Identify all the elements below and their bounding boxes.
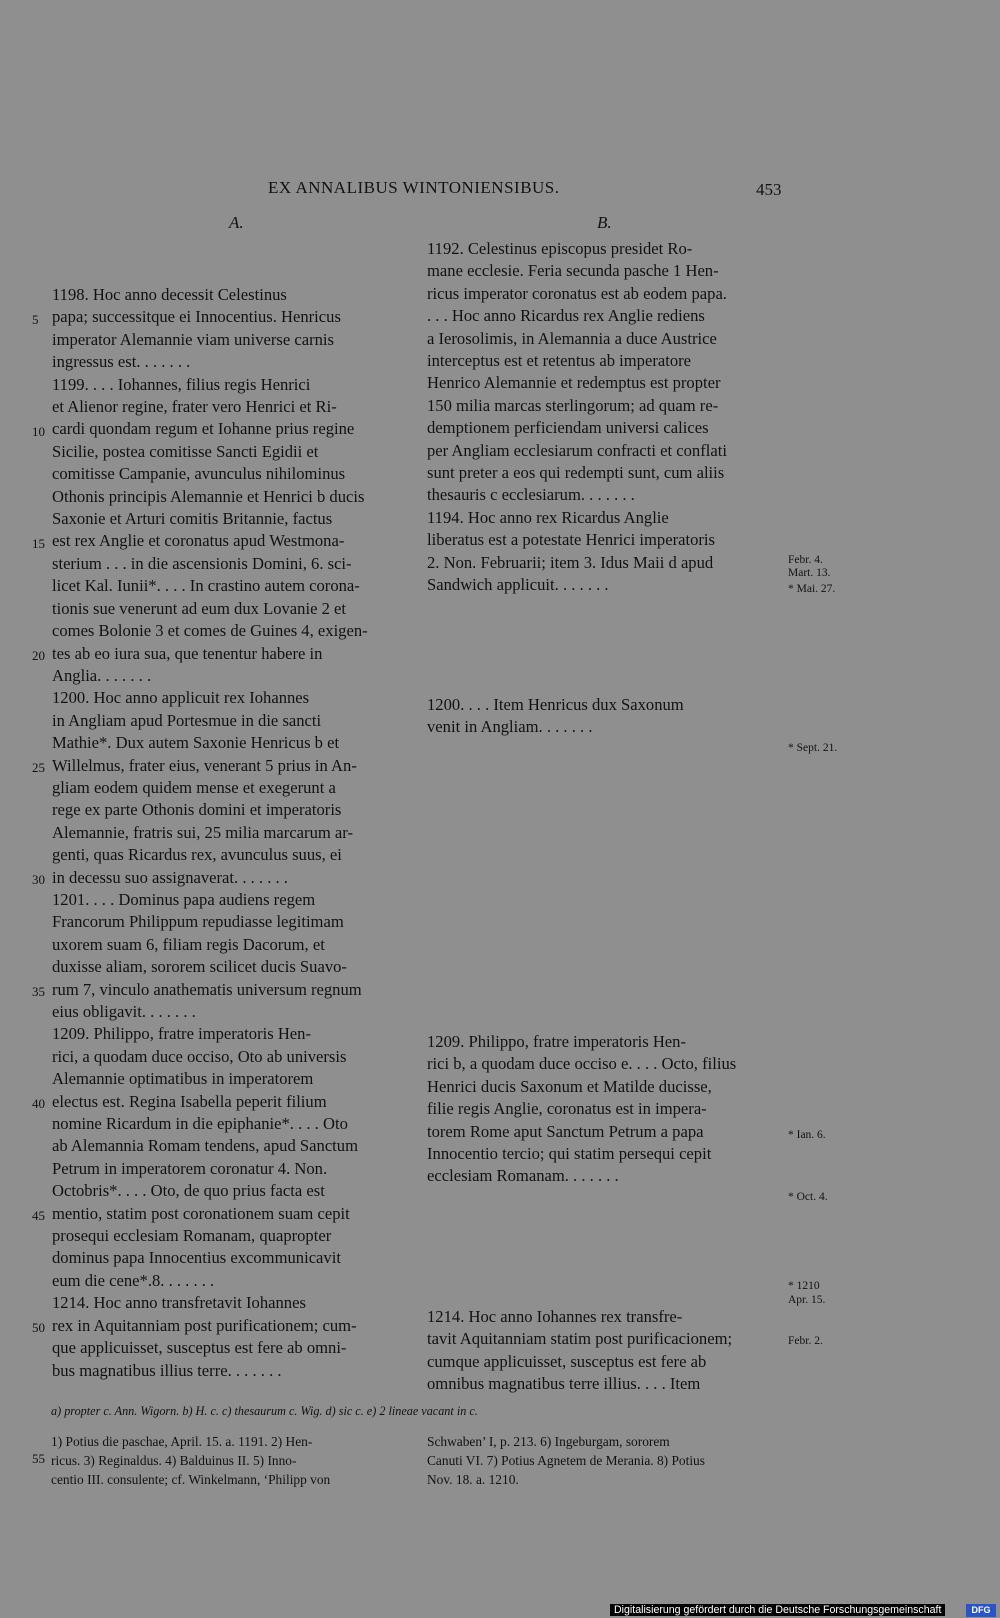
margin-date: * Ian. 6.: [788, 1129, 826, 1141]
text-line: cardi quondam regum et Iohanne prius regine: [52, 419, 355, 439]
text-line: ricus. 3) Reginaldus. 4) Balduinus II. 5) Inno-: [51, 1453, 297, 1468]
text-line: Mathie*. Dux autem Saxonie Henricus b et: [52, 733, 340, 753]
column-b-text-1214: [427, 1306, 732, 1396]
text-line: 1200. Hoc anno applicuit rex Iohannes: [52, 688, 310, 708]
text-line: Henrici ducis Saxonum et Matilde ducisse,: [427, 1076, 712, 1096]
text-line: eum die cene*.8. . . . . . .: [52, 1270, 215, 1290]
line-number: 20: [32, 648, 45, 663]
text-line: Francorum Philippum repudiasse legitimam: [52, 912, 344, 932]
text-line: duxisse aliam, sororem scilicet ducis Suavo-: [52, 957, 347, 977]
text-line: est rex Anglie et coronatus apud Westmona-: [52, 531, 345, 551]
text-line: venit in Angliam. . . . . . .: [427, 717, 593, 737]
line-number: 10: [32, 424, 45, 439]
column-a-heading: A.: [229, 213, 244, 232]
text-line: rici b, a quodam duce occiso e. . . . Octo, filius: [427, 1054, 737, 1074]
text-line: filie regis Anglie, coronatus est in impera-: [427, 1099, 707, 1119]
text-line: thesauris c ecclesiarum. . . . . . .: [427, 485, 635, 505]
text-line: Sicilie, postea comitisse Sancti Egidii et: [52, 441, 319, 461]
line-number: 15: [32, 536, 45, 551]
line-number: 35: [32, 984, 45, 999]
dfg-logo: DFG: [966, 1604, 996, 1617]
line-number: 45: [32, 1208, 45, 1223]
margin-date: * 1210: [788, 1280, 820, 1292]
margin-date: * Mai. 27.: [788, 583, 836, 595]
text-line: Alemannie, fratris sui, 25 milia marcarum ar-: [52, 822, 354, 842]
text-line: 1) Potius die paschae, April. 15. a. 1191. 2) Hen-: [51, 1434, 313, 1449]
text-line: omnibus magnatibus terre illius. . . . Item: [427, 1374, 701, 1394]
text-line: Sandwich applicuit. . . . . . .: [427, 575, 609, 595]
text-line: Alemannie optimatibus in imperatorem: [52, 1069, 314, 1089]
text-line: Canuti VI. 7) Potius Agnetem de Merania. 8) Potius: [427, 1453, 705, 1468]
text-line: electus est. Regina Isabella peperit filium: [52, 1091, 327, 1111]
text-line: que applicuisset, susceptus est fere ab omni-: [52, 1338, 347, 1358]
text-line: ab Alemannia Romam tendens, apud Sanctum: [52, 1136, 358, 1156]
text-line: bus magnatibus illius terre. . . . . . .: [52, 1360, 282, 1380]
column-b-text-1200: [427, 694, 684, 739]
text-line: 1194. Hoc anno rex Ricardus Anglie: [427, 507, 669, 527]
text-line: in decessu suo assignaverat. . . . . . .: [52, 867, 288, 887]
margin-date: * Oct. 4.: [788, 1191, 828, 1203]
footnotes-left: [51, 1432, 330, 1489]
text-line: nomine Ricardum in die epiphanie*. . . . Oto: [52, 1114, 348, 1134]
text-line: demptionem perficiendam universi calices: [427, 418, 709, 438]
text-line: Petrum in imperatorem coronatur 4. Non.: [52, 1158, 328, 1178]
text-line: ingressus est. . . . . . .: [52, 352, 191, 372]
text-line: 1192. Celestinus episcopus presidet Ro-: [427, 239, 693, 258]
text-line: interceptus est et retentus ab imperatore: [427, 351, 692, 371]
text-line: genti, quas Ricardus rex, avunculus suus, ei: [52, 845, 342, 865]
text-line: Octobris*. . . . Oto, de quo prius facta est: [52, 1181, 325, 1201]
text-line: 150 milia marcas sterlingorum; ad quam re-: [427, 395, 719, 415]
text-line: Innocentio tercio; qui statim persequi cepit: [427, 1144, 712, 1164]
text-line: papa; successitque ei Innocentius. Henricus: [52, 307, 341, 327]
line-number: 30: [32, 872, 45, 887]
text-line: comes Bolonie 3 et comes de Guines 4, exigen-: [52, 621, 368, 641]
text-line: centio III. consulente; cf. Winkelmann, ‘Philipp von: [51, 1472, 331, 1487]
text-line: et Alienor regine, frater vero Henrici et Ri-: [52, 397, 337, 417]
text-line: 1199. . . . Iohannes, filius regis Henrici: [52, 374, 311, 394]
text-line: ricus imperator coronatus est ab eodem papa.: [427, 283, 727, 303]
text-line: 1209. Philippo, fratre imperatoris Hen-: [427, 1032, 686, 1051]
text-line: rum 7, vinculo anathematis universum regnum: [52, 979, 362, 999]
text-line: ecclesiam Romanam. . . . . . .: [427, 1166, 619, 1186]
text-line: uxorem suam 6, filiam regis Dacorum, et: [52, 934, 325, 954]
column-b-text-1192-1194: [427, 238, 727, 597]
text-line: sunt preter a eos qui redempti sunt, cum aliis: [427, 463, 725, 483]
line-number: 40: [32, 1096, 45, 1111]
text-line: liberatus est a potestate Henrici imperatoris: [427, 530, 715, 550]
footnotes-right: [427, 1432, 705, 1489]
text-line: cumque applicuisset, susceptus est fere ab: [427, 1351, 707, 1371]
text-line: Anglia. . . . . . .: [52, 665, 152, 685]
text-line: licet Kal. Iunii*. . . . In crastino autem corona-: [52, 576, 360, 596]
text-line: rege ex parte Othonis domini et imperatoris: [52, 800, 342, 820]
column-b-heading: B.: [597, 213, 612, 232]
text-line: . . . Hoc anno Ricardus rex Anglie rediens: [427, 306, 705, 326]
margin-date: Febr. 4.: [788, 554, 823, 566]
text-line: eius obligavit. . . . . . .: [52, 1002, 196, 1021]
text-line: tionis sue venerunt ad eum dux Lovanie 2 et: [52, 598, 347, 618]
text-line: in Angliam apud Portesmue in die sancti: [52, 710, 322, 730]
text-line: tes ab eo iura sua, que tenentur habere in: [52, 643, 323, 663]
text-line: 1209. Philippo, fratre imperatoris Hen-: [52, 1024, 311, 1044]
text-line: per Angliam ecclesiarum confracti et conflati: [427, 440, 727, 460]
text-line: Willelmus, frater eius, venerant 5 prius in An-: [52, 755, 357, 775]
line-number: 50: [32, 1320, 45, 1335]
line-number: 55: [32, 1451, 45, 1466]
line-number: 5: [32, 312, 39, 327]
text-line: tavit Aquitanniam statim post purificacionem;: [427, 1329, 733, 1349]
text-line: Saxonie et Arturi comitis Britannie, factus: [52, 509, 333, 529]
critical-apparatus: a) propter c. Ann. Wigorn. b) H. c. c) thesaurum c. Wig. d) sic c. e) 2 lineae vacant in c.: [51, 1404, 478, 1418]
text-line: torem Rome aput Sanctum Petrum a papa: [427, 1121, 704, 1141]
text-line: 1201. . . . Dominus papa audiens regem: [52, 889, 316, 909]
text-line: comitisse Campanie, avunculus nihilominus: [52, 464, 346, 484]
text-line: Henrico Alemannie et redemptus est propter: [427, 373, 721, 393]
text-line: Nov. 18. a. 1210.: [427, 1472, 519, 1487]
text-line: imperator Alemannie viam universe carnis: [52, 329, 334, 349]
text-line: gliam eodem quidem mense et exegerunt a: [52, 777, 336, 797]
column-a-text: [52, 284, 368, 1382]
text-line: rex in Aquitanniam post purificationem; cum-: [52, 1315, 357, 1335]
margin-date: * Sept. 21.: [788, 742, 838, 754]
text-line: dominus papa Innocentius excommunicavit: [52, 1248, 341, 1268]
digitization-credit: Digitalisierung gefördert durch die Deutsche Forschungsgemeinschaft: [610, 1604, 945, 1616]
text-line: a Ierosolimis, in Alemannia a duce Austrice: [427, 328, 717, 348]
text-line: Othonis principis Alemannie et Henrici b ducis: [52, 486, 365, 506]
text-line: 1198. Hoc anno decessit Celestinus: [52, 285, 287, 304]
running-header: EX ANNALIBUS WINTONIENSIBUS.: [268, 178, 560, 197]
margin-date: Mart. 13.: [788, 567, 831, 579]
text-line: mentio, statim post coronationem suam cepit: [52, 1203, 350, 1223]
text-line: 1214. Hoc anno transfretavit Iohannes: [52, 1293, 306, 1313]
text-line: Schwaben’ I, p. 213. 6) Ingeburgam, sororem: [427, 1434, 670, 1449]
text-line: sterium . . . in die ascensionis Domini, 6. sci-: [52, 553, 352, 573]
column-b-text-1209: [427, 1031, 736, 1188]
text-line: 2. Non. Februarii; item 3. Idus Maii d apud: [427, 552, 714, 572]
line-number: 25: [32, 760, 45, 775]
text-line: prosequi ecclesiam Romanam, quapropter: [52, 1226, 332, 1246]
page-number: 453: [756, 180, 782, 199]
margin-date: Apr. 15.: [788, 1294, 826, 1306]
text-line: 1214. Hoc anno Iohannes rex transfre-: [427, 1307, 683, 1326]
text-line: mane ecclesie. Feria secunda pasche 1 Hen-: [427, 261, 719, 281]
text-line: rici, a quodam duce occiso, Oto ab universis: [52, 1046, 347, 1066]
text-line: 1200. . . . Item Henricus dux Saxonum: [427, 695, 684, 714]
margin-date: Febr. 2.: [788, 1335, 823, 1347]
